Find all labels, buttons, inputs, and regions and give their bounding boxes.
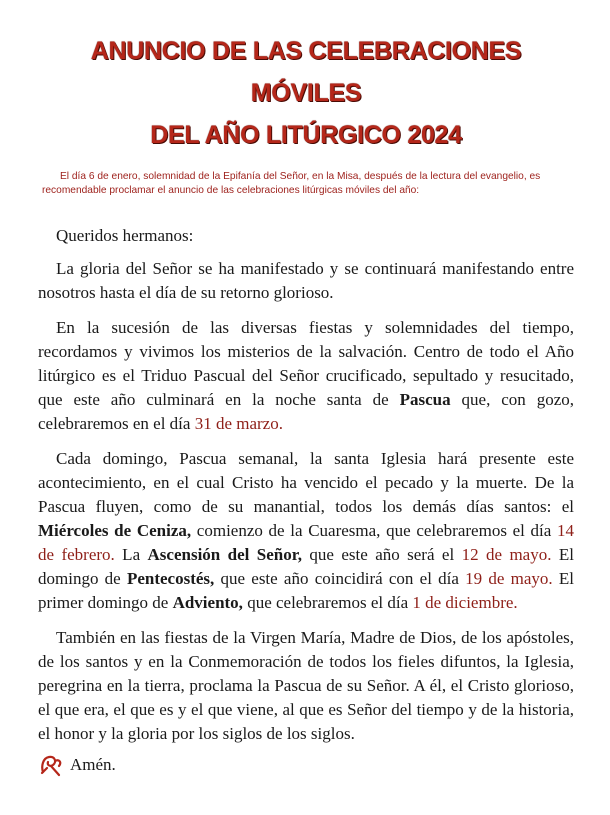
p3-text-c: La xyxy=(114,545,148,564)
p3-text-h: que celebraremos el día xyxy=(242,593,413,612)
title-line-1: ANUNCIO DE LAS CELEBRACIONES MÓVILES xyxy=(90,37,522,107)
paragraph-3 xyxy=(38,447,574,615)
date-adviento: 1 de diciembre. xyxy=(412,593,518,612)
amen-response xyxy=(38,752,116,778)
p3-text-g: El primer domingo de xyxy=(38,569,574,612)
date-ceniza: 14 de febrero. xyxy=(38,521,574,564)
p2-text-b: que, con gozo, celebraremos en el día xyxy=(38,390,574,433)
amen-text: Amén. xyxy=(70,755,116,774)
p3-text-b: comienzo de la Cuaresma, que celebraremos el día xyxy=(191,521,557,540)
date-pentecostes: 19 de mayo. xyxy=(465,569,553,588)
feast-pascua: Pascua xyxy=(399,390,451,409)
feast-adviento: Adviento, xyxy=(172,593,243,612)
p3-text-a: Cada domingo, Pascua semanal, la santa Iglesia hará presente este acontecimiento, en el cual Cristo ha vencido el pecado y la muerte. De la Pascua fluyen, como de su manantial, todos los demás días santos: el xyxy=(38,449,574,516)
paragraph-2 xyxy=(38,316,574,436)
rubric-instruction: El día 6 de enero, solemnidad de la Epifanía del Señor, en la Misa, después de la lectura del evangelio, es recomendable proclamar el anuncio de las celebraciones litúrgicas móviles del año: xyxy=(42,171,541,196)
paragraph-4: También en las fiestas de la Virgen María, Madre de Dios, de los apóstoles, de los santos y en la Conmemoración de todos los fieles difuntos, la Iglesia, peregrina en la tierra, proclama la Pascua de su Señor. A él, el Cristo glorioso, el que era, el que es y el que viene, al que es Señor del tiempo y de la historia, el honor y la gloria por los siglos de los siglos. xyxy=(38,628,574,743)
feast-ascension: Ascensión del Señor, xyxy=(147,545,302,564)
greeting: Queridos hermanos: xyxy=(56,226,194,245)
proclamation-text xyxy=(38,224,574,746)
response-symbol-icon xyxy=(38,752,64,778)
p3-text-e: El domingo de xyxy=(38,545,574,588)
title-line-2: DEL AÑO LITÚRGICO 2024 xyxy=(150,121,462,149)
p3-text-d: que este año será el xyxy=(302,545,462,564)
date-pascua: 31 de marzo. xyxy=(194,414,283,433)
date-ascension: 12 de mayo. xyxy=(461,545,552,564)
p2-text-a: En la sucesión de las diversas fiestas y solemnidades del tiempo, recordamos y vivimos los misterios de la salvación. Centro de todo el Año litúrgico es el Triduo Pascual del Señor crucificado, sepultado y resucitado, que este año culminará en la noche santa de xyxy=(38,318,574,409)
feast-ceniza: Miércoles de Ceniza, xyxy=(38,521,192,540)
paragraph-1: La gloria del Señor se ha manifestado y se continuará manifestando entre nosotros hasta el día de su retorno glorioso. xyxy=(38,259,574,302)
feast-pentecostes: Pentecostés, xyxy=(126,569,215,588)
p3-text-f: que este año coincidirá con el día xyxy=(214,569,466,588)
page-title xyxy=(38,0,574,156)
